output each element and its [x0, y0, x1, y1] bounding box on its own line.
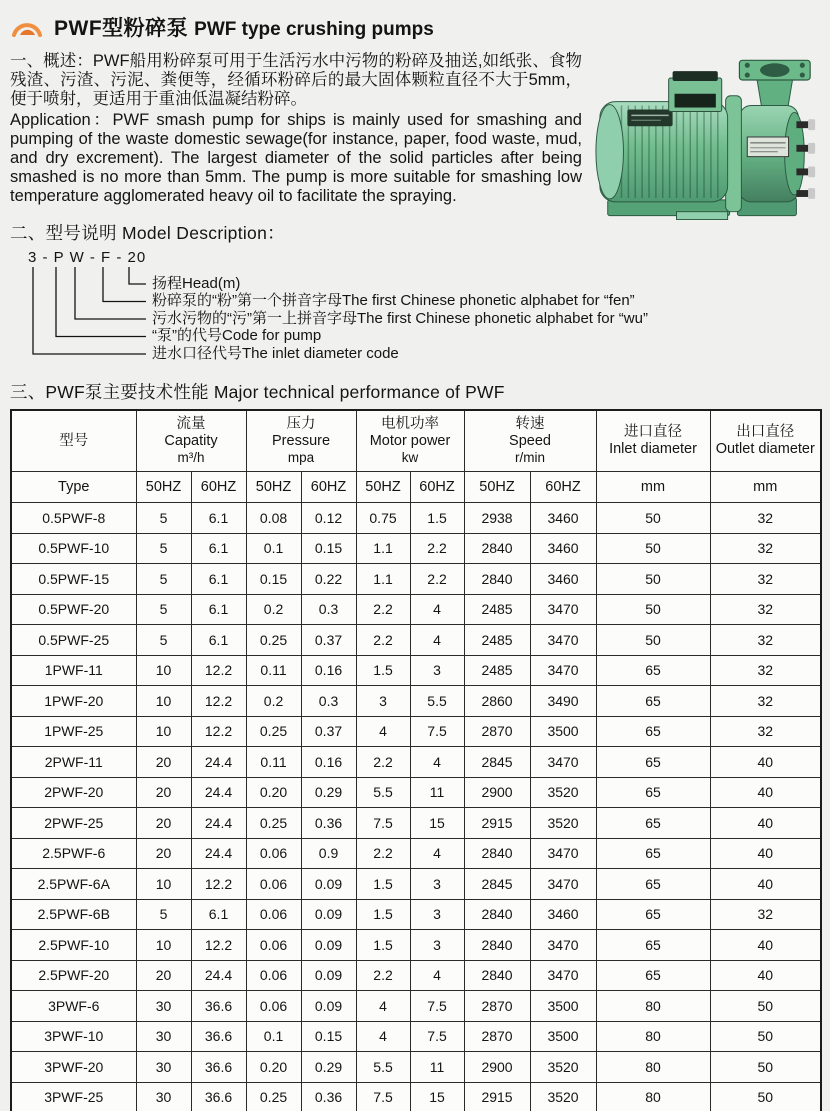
cell-value: 50: [596, 625, 710, 656]
cell-value: 36.6: [191, 991, 246, 1022]
cell-value: 0.12: [301, 503, 356, 534]
cell-value: 3470: [530, 747, 596, 778]
cell-value: 50: [596, 564, 710, 595]
cell-value: 3460: [530, 533, 596, 564]
cell-value: 32: [710, 899, 821, 930]
cell-value: 6.1: [191, 899, 246, 930]
model-code: 3 - P W - F - 20: [28, 249, 147, 266]
cell-value: 50: [596, 503, 710, 534]
col-header-capacity: 流量 Capatity m³/h: [136, 410, 246, 472]
cell-value: 0.25: [246, 625, 301, 656]
cell-value: 2900: [464, 777, 530, 808]
cell-value: 11: [410, 777, 464, 808]
cell-value: 0.37: [301, 716, 356, 747]
overview-paragraph-zh: 一、概述：PWF船用粉碎泵可用于生活污水中污物的粉碎及抽送,如纸张、食物残渣、污渣、污泥、粪便等，经循环粉碎后的最大固体颗粒直径不大于5mm，便于喷射，更适用于重油低温凝结粉碎。: [10, 52, 582, 108]
cell-value: 3520: [530, 1052, 596, 1083]
cell-model: 3PWF-20: [11, 1052, 136, 1083]
cell-value: 24.4: [191, 838, 246, 869]
subheader-60hz: 60HZ: [191, 472, 246, 503]
cell-value: 65: [596, 960, 710, 991]
cell-value: 2860: [464, 686, 530, 717]
cell-value: 3460: [530, 564, 596, 595]
page-title-en: PWF type crushing pumps: [194, 19, 434, 40]
cell-value: 32: [710, 594, 821, 625]
cell-value: 0.09: [301, 960, 356, 991]
brand-arc-icon: [10, 15, 44, 39]
cell-value: 24.4: [191, 808, 246, 839]
cell-value: 10: [136, 655, 191, 686]
cell-value: 5: [136, 899, 191, 930]
cell-model: 3PWF-10: [11, 1021, 136, 1052]
cell-value: 20: [136, 808, 191, 839]
cell-value: 0.16: [301, 655, 356, 686]
cell-value: 40: [710, 838, 821, 869]
cell-value: 5: [136, 533, 191, 564]
cell-value: 30: [136, 991, 191, 1022]
cell-value: 1.5: [356, 869, 410, 900]
diagram-label-head: 扬程Head(m): [152, 275, 241, 292]
cell-value: 40: [710, 777, 821, 808]
cell-value: 2.2: [356, 838, 410, 869]
cell-value: 2840: [464, 899, 530, 930]
overview-paragraph-en: Application：PWF smash pump for ships is mainly used for smashing and pumping of the waste domestic sewage(for instance, paper, food waste, mud, and dry excrement). The largest diameter of the solid particles after being smashed is no more than 5mm. The pump is more suitable for smashing low temperature agglomerated heavy oil to facilitate the spraying.: [10, 111, 582, 205]
subheader-50hz: 50HZ: [356, 472, 410, 503]
cell-value: 40: [710, 808, 821, 839]
cell-value: 1.5: [356, 655, 410, 686]
cell-value: 24.4: [191, 747, 246, 778]
cell-value: 2840: [464, 564, 530, 595]
cell-value: 65: [596, 747, 710, 778]
cell-value: 1.1: [356, 533, 410, 564]
subheader-50hz: 50HZ: [464, 472, 530, 503]
cell-value: 3470: [530, 930, 596, 961]
performance-table-heading: 三、PWF泵主要技术性能 Major technical performance of PWF: [10, 382, 505, 402]
cell-value: 12.2: [191, 655, 246, 686]
cell-value: 2845: [464, 869, 530, 900]
cell-value: 6.1: [191, 533, 246, 564]
cell-value: 40: [710, 869, 821, 900]
cell-value: 3: [410, 655, 464, 686]
cell-model: 2.5PWF-6: [11, 838, 136, 869]
page-title: [54, 12, 434, 42]
cell-model: 0.5PWF-10: [11, 533, 136, 564]
cell-model: 2PWF-25: [11, 808, 136, 839]
cell-value: 12.2: [191, 930, 246, 961]
cell-value: 3470: [530, 655, 596, 686]
diagram-label-inlet-code: 进水口径代号The inlet diameter code: [152, 345, 399, 362]
table-row: [11, 1082, 821, 1111]
header-group-row: [11, 410, 821, 472]
cell-value: 50: [710, 1021, 821, 1052]
cell-model: 2PWF-11: [11, 747, 136, 778]
cell-value: 15: [410, 1082, 464, 1111]
cell-model: 0.5PWF-15: [11, 564, 136, 595]
cell-value: 2840: [464, 533, 530, 564]
cell-value: 0.22: [301, 564, 356, 595]
cell-value: 2.2: [410, 533, 464, 564]
cell-value: 0.36: [301, 1082, 356, 1111]
cell-value: 0.75: [356, 503, 410, 534]
cell-value: 0.9: [301, 838, 356, 869]
cell-value: 32: [710, 564, 821, 595]
cell-value: 1.5: [356, 930, 410, 961]
cell-value: 32: [710, 625, 821, 656]
cell-value: 3460: [530, 503, 596, 534]
table-row: [11, 869, 821, 900]
page-header: [10, 12, 820, 42]
cell-value: 0.09: [301, 899, 356, 930]
cell-value: 0.3: [301, 594, 356, 625]
cell-value: 4: [356, 991, 410, 1022]
cell-value: 3470: [530, 960, 596, 991]
cell-value: 1.5: [356, 899, 410, 930]
cell-value: 32: [710, 655, 821, 686]
cell-value: 3500: [530, 1021, 596, 1052]
table-row: [11, 777, 821, 808]
cell-value: 0.15: [301, 1021, 356, 1052]
cell-model: 2.5PWF-6B: [11, 899, 136, 930]
table-row: [11, 533, 821, 564]
cell-value: 4: [410, 747, 464, 778]
cell-value: 2870: [464, 991, 530, 1022]
cell-value: 4: [410, 960, 464, 991]
table-row: [11, 655, 821, 686]
performance-table-body: [11, 503, 821, 1111]
cell-value: 36.6: [191, 1021, 246, 1052]
cell-value: 5.5: [356, 777, 410, 808]
table-row: [11, 716, 821, 747]
cell-value: 65: [596, 808, 710, 839]
subheader-mm: mm: [710, 472, 821, 503]
model-code-diagram: [10, 249, 820, 367]
cell-value: 1.5: [410, 503, 464, 534]
cell-value: 6.1: [191, 564, 246, 595]
cell-value: 4: [410, 838, 464, 869]
cell-value: 50: [710, 991, 821, 1022]
cell-value: 32: [710, 716, 821, 747]
cell-value: 11: [410, 1052, 464, 1083]
cell-value: 2915: [464, 808, 530, 839]
cell-value: 40: [710, 960, 821, 991]
subheader-mm: mm: [596, 472, 710, 503]
pump-photo: [592, 54, 820, 220]
cell-value: 20: [136, 777, 191, 808]
cell-model: 2.5PWF-20: [11, 960, 136, 991]
table-row: [11, 930, 821, 961]
performance-table: [10, 409, 822, 1111]
cell-value: 2938: [464, 503, 530, 534]
table-row: [11, 564, 821, 595]
cell-model: 2.5PWF-10: [11, 930, 136, 961]
cell-value: 3520: [530, 777, 596, 808]
cell-value: 0.36: [301, 808, 356, 839]
cell-value: 5: [136, 594, 191, 625]
cell-value: 0.06: [246, 869, 301, 900]
table-row: [11, 991, 821, 1022]
cell-value: 20: [136, 747, 191, 778]
cell-model: 1PWF-25: [11, 716, 136, 747]
cell-value: 2.2: [356, 747, 410, 778]
cell-value: 10: [136, 869, 191, 900]
cell-value: 0.11: [246, 655, 301, 686]
cell-value: 2870: [464, 1021, 530, 1052]
cell-value: 0.08: [246, 503, 301, 534]
table-row: [11, 503, 821, 534]
cell-model: 2PWF-20: [11, 777, 136, 808]
cell-value: 6.1: [191, 625, 246, 656]
cell-value: 65: [596, 686, 710, 717]
table-row: [11, 686, 821, 717]
table-row: [11, 1021, 821, 1052]
cell-value: 0.2: [246, 686, 301, 717]
cell-value: 0.09: [301, 991, 356, 1022]
cell-model: 2.5PWF-6A: [11, 869, 136, 900]
cell-value: 50: [596, 594, 710, 625]
table-row: [11, 838, 821, 869]
diagram-label-wu: 污水污物的“污”第一上拼音字母The first Chinese phonetic alphabet for “wu”: [152, 310, 648, 327]
page-title-zh: PWF型粉碎泵: [54, 17, 189, 40]
cell-value: 30: [136, 1082, 191, 1111]
cell-value: 0.29: [301, 1052, 356, 1083]
overview-section: [10, 52, 820, 367]
cell-value: 0.1: [246, 1021, 301, 1052]
col-header-pressure: 压力 Pressure mpa: [246, 410, 356, 472]
cell-value: 40: [710, 930, 821, 961]
cell-value: 0.20: [246, 1052, 301, 1083]
table-row: [11, 594, 821, 625]
cell-model: 3PWF-6: [11, 991, 136, 1022]
cell-value: 0.06: [246, 960, 301, 991]
cell-value: 3: [410, 869, 464, 900]
cell-value: 4: [356, 716, 410, 747]
cell-value: 2915: [464, 1082, 530, 1111]
cell-value: 65: [596, 838, 710, 869]
cell-model: 3PWF-25: [11, 1082, 136, 1111]
cell-value: 36.6: [191, 1052, 246, 1083]
cell-value: 0.11: [246, 747, 301, 778]
cell-value: 10: [136, 930, 191, 961]
cell-value: 3490: [530, 686, 596, 717]
cell-value: 65: [596, 899, 710, 930]
cell-value: 36.6: [191, 1082, 246, 1111]
cell-value: 7.5: [410, 991, 464, 1022]
cell-value: 40: [710, 747, 821, 778]
col-header-inlet-diameter: 进口直径 Inlet diameter: [596, 410, 710, 472]
cell-value: 0.06: [246, 991, 301, 1022]
cell-value: 2840: [464, 930, 530, 961]
cell-value: 50: [710, 1052, 821, 1083]
table-row: [11, 899, 821, 930]
cell-value: 32: [710, 503, 821, 534]
cell-value: 2.2: [356, 594, 410, 625]
cell-value: 0.2: [246, 594, 301, 625]
cell-value: 20: [136, 960, 191, 991]
subheader-60hz: 60HZ: [530, 472, 596, 503]
header-sub-row: [11, 472, 821, 503]
table-row: [11, 808, 821, 839]
cell-value: 3470: [530, 838, 596, 869]
cell-model: 1PWF-20: [11, 686, 136, 717]
cell-value: 0.09: [301, 869, 356, 900]
cell-value: 0.06: [246, 899, 301, 930]
cell-value: 6.1: [191, 594, 246, 625]
cell-value: 3500: [530, 991, 596, 1022]
cell-value: 65: [596, 930, 710, 961]
cell-value: 24.4: [191, 777, 246, 808]
cell-value: 0.29: [301, 777, 356, 808]
cell-value: 5: [136, 503, 191, 534]
cell-value: 2485: [464, 655, 530, 686]
cell-value: 2845: [464, 747, 530, 778]
table-row: [11, 747, 821, 778]
cell-value: 0.06: [246, 930, 301, 961]
cell-value: 6.1: [191, 503, 246, 534]
subheader-50hz: 50HZ: [246, 472, 301, 503]
col-header-outlet-diameter: 出口直径 Outlet diameter: [710, 410, 821, 472]
cell-value: 0.37: [301, 625, 356, 656]
cell-value: 0.16: [301, 747, 356, 778]
cell-value: 12.2: [191, 869, 246, 900]
table-row: [11, 1052, 821, 1083]
cell-model: 1PWF-11: [11, 655, 136, 686]
cell-value: 5: [136, 564, 191, 595]
cell-model: 0.5PWF-25: [11, 625, 136, 656]
diagram-label-pump-code: “泵”的代号Code for pump: [152, 327, 322, 344]
cell-value: 32: [710, 533, 821, 564]
model-description-heading: 二、型号说明 Model Description：: [10, 223, 285, 243]
cell-value: 0.25: [246, 808, 301, 839]
performance-table-head: [11, 410, 821, 503]
cell-value: 1.1: [356, 564, 410, 595]
cell-value: 65: [596, 777, 710, 808]
cell-value: 3470: [530, 625, 596, 656]
cell-value: 20: [136, 838, 191, 869]
cell-value: 80: [596, 1082, 710, 1111]
cell-value: 50: [710, 1082, 821, 1111]
cell-value: 2485: [464, 594, 530, 625]
cell-value: 15: [410, 808, 464, 839]
cell-value: 7.5: [410, 1021, 464, 1052]
cell-value: 4: [410, 625, 464, 656]
cell-value: 0.25: [246, 716, 301, 747]
cell-value: 24.4: [191, 960, 246, 991]
cell-value: 7.5: [356, 1082, 410, 1111]
cell-value: 30: [136, 1052, 191, 1083]
cell-value: 0.25: [246, 1082, 301, 1111]
cell-value: 32: [710, 686, 821, 717]
cell-value: 3500: [530, 716, 596, 747]
cell-value: 0.15: [301, 533, 356, 564]
cell-value: 2.2: [356, 960, 410, 991]
cell-model: 0.5PWF-8: [11, 503, 136, 534]
table-row: [11, 625, 821, 656]
subheader-type: Type: [11, 472, 136, 503]
cell-value: 80: [596, 1021, 710, 1052]
cell-value: 3470: [530, 594, 596, 625]
cell-value: 2840: [464, 838, 530, 869]
cell-value: 5: [136, 625, 191, 656]
cell-value: 4: [356, 1021, 410, 1052]
col-header-type: 型号: [11, 410, 136, 472]
col-header-motor-power: 电机功率 Motor power kw: [356, 410, 464, 472]
cell-value: 2.2: [410, 564, 464, 595]
cell-value: 0.1: [246, 533, 301, 564]
cell-value: 10: [136, 686, 191, 717]
cell-value: 2.2: [356, 625, 410, 656]
cell-value: 3520: [530, 808, 596, 839]
cell-value: 12.2: [191, 716, 246, 747]
cell-value: 5.5: [410, 686, 464, 717]
cell-value: 0.06: [246, 838, 301, 869]
cell-value: 2485: [464, 625, 530, 656]
cell-value: 65: [596, 655, 710, 686]
cell-value: 12.2: [191, 686, 246, 717]
cell-value: 65: [596, 869, 710, 900]
cell-value: 7.5: [410, 716, 464, 747]
cell-value: 0.15: [246, 564, 301, 595]
cell-value: 3: [356, 686, 410, 717]
cell-value: 7.5: [356, 808, 410, 839]
subheader-60hz: 60HZ: [410, 472, 464, 503]
cell-value: 3520: [530, 1082, 596, 1111]
cell-value: 0.3: [301, 686, 356, 717]
col-header-speed: 转速 Speed r/min: [464, 410, 596, 472]
cell-value: 80: [596, 1052, 710, 1083]
cell-value: 2870: [464, 716, 530, 747]
subheader-60hz: 60HZ: [301, 472, 356, 503]
table-row: [11, 960, 821, 991]
cell-value: 50: [596, 533, 710, 564]
cell-value: 5.5: [356, 1052, 410, 1083]
cell-value: 3: [410, 930, 464, 961]
subheader-50hz: 50HZ: [136, 472, 191, 503]
cell-value: 80: [596, 991, 710, 1022]
cell-value: 65: [596, 716, 710, 747]
cell-value: 3: [410, 899, 464, 930]
cell-value: 2840: [464, 960, 530, 991]
diagram-label-fen: 粉碎泵的“粉”第一个拼音字母The first Chinese phonetic alphabet for “fen”: [152, 292, 635, 309]
cell-value: 3470: [530, 869, 596, 900]
cell-value: 3460: [530, 899, 596, 930]
cell-value: 30: [136, 1021, 191, 1052]
cell-value: 4: [410, 594, 464, 625]
cell-value: 2900: [464, 1052, 530, 1083]
cell-model: 0.5PWF-20: [11, 594, 136, 625]
cell-value: 10: [136, 716, 191, 747]
cell-value: 0.09: [301, 930, 356, 961]
cell-value: 0.20: [246, 777, 301, 808]
